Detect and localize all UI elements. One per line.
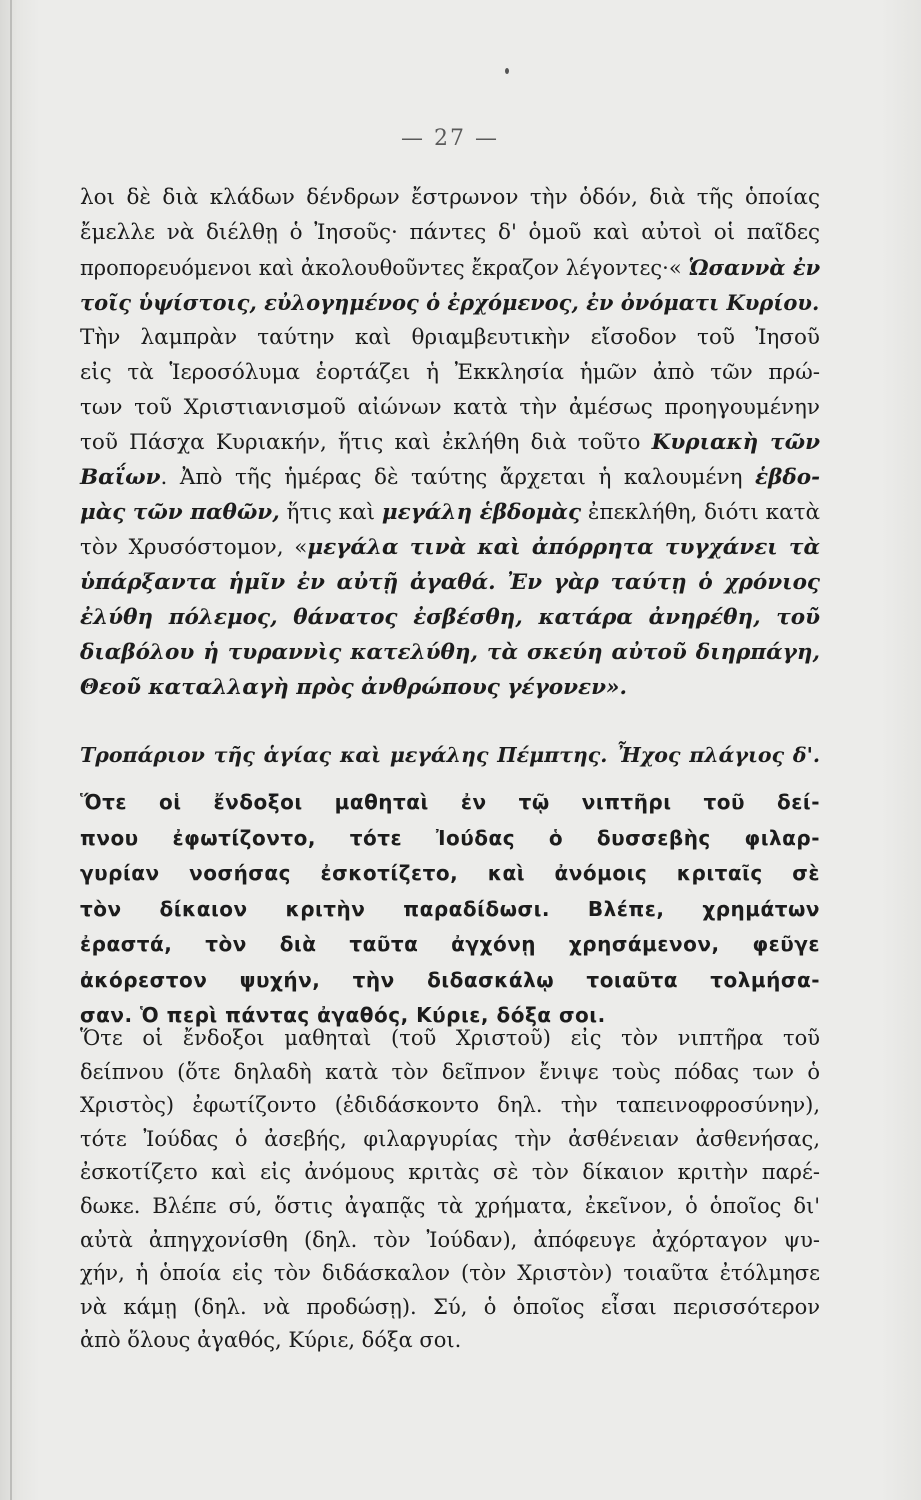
body-text: ἔμελλε νὰ διέλθῃ ὁ Ἰησοῦς· πάντες δ' ὁμοῦ καὶ αὐτοὶ οἱ παῖδες	[80, 220, 820, 245]
intro-line	[80, 670, 820, 705]
translation-line: Ὅτε οἱ ἔνδοξοι μαθηταὶ (τοῦ Χριστοῦ) εἰς τὸν νιπτῆρα τοῦ	[80, 1026, 820, 1050]
emphasized-text: τοῖς ὑψίστοις, εὐλογημένος ὁ ἐρχόμενος, ἐν ὀνόματι Κυρίου.	[80, 290, 820, 315]
translation-line: αὐτὰ ἀπηγχονίσθη (δηλ. τὸν Ἰούδαν), ἀπόφευγε ἀχόρταγον ψυ-	[80, 1227, 820, 1252]
troparion-line: τὸν δίκαιον κριτὴν παραδίδωσι. Βλέπε, χρημάτων	[80, 896, 820, 921]
emphasized-text: Ὡσαννὰ ἐν	[688, 255, 821, 280]
intro-line	[80, 285, 820, 320]
troparion-line: ἀκόρεστον ψυχήν, τὴν διδασκάλῳ τοιαῦτα τολμήσα-	[80, 967, 820, 992]
emphasized-text: μεγάλα τινὰ καὶ ἀπόρρητα τυγχάνει τὰ	[307, 535, 821, 560]
intro-line	[80, 460, 820, 495]
translation-line: δείπνου (ὅτε δηλαδὴ κατὰ τὸν δεῖπνον ἔνιψε τοὺς πόδας των ὁ	[80, 1059, 820, 1084]
emphasized-text: ὑπάρξαντα ἡμῖν ἐν αὐτῇ ἀγαθά. Ἐν γὰρ ταύτῃ ὁ χρόνιος	[80, 570, 820, 595]
intro-line	[80, 600, 820, 635]
troparion-hymn-text	[80, 785, 820, 1034]
emphasized-text: ἑβδο-	[755, 465, 820, 490]
troparion-line: ἐραστά, τὸν διὰ ταῦτα ἀγχόνῃ χρησάμενον, φεῦγε	[80, 932, 820, 956]
troparion-line: γυρίαν νοσήσας ἐσκοτίζετο, καὶ ἀνόμοις κριταῖς σὲ	[80, 861, 820, 885]
translation-line: ἀπὸ ὅλους ἀγαθός, Κύριε, δόξα σοι.	[80, 1328, 462, 1353]
body-text: τοῦ Πάσχα Κυριακήν, ἥτις καὶ ἐκλήθη διὰ τοῦτο	[80, 430, 652, 455]
emphasized-text: Θεοῦ καταλλαγὴ πρὸς ἀνθρώπους γέγονεν».	[80, 675, 627, 700]
translation-line: νὰ κάμῃ (δηλ. νὰ προδώσῃ). Σύ, ὁ ὁποῖος εἶσαι περισσότερον	[80, 1294, 820, 1319]
emphasized-text: Κυριακὴ τῶν	[651, 430, 820, 455]
translation-line: χήν, ἡ ὁποία εἰς τὸν διδάσκαλον (τὸν Χριστὸν) τοιαῦτα ἐτόλμησε	[80, 1261, 820, 1286]
intro-line	[80, 565, 820, 600]
intro-line	[80, 425, 820, 460]
troparion-line: Ὅτε οἱ ἔνδοξοι μαθηταὶ ἐν τῷ νιπτῆρι τοῦ δεί-	[80, 790, 820, 814]
body-text: λοι δὲ διὰ κλάδων δένδρων ἔστρωνον τὴν ὁδόν, διὰ τῆς ὁποίας	[80, 185, 820, 210]
body-text: τὸν Χρυσόστομον, «	[80, 535, 308, 560]
body-text: προπορευόμενοι καὶ ἀκολουθοῦντες ἔκραζον λέγοντες·«	[80, 256, 689, 280]
page-number: — 27 —	[401, 126, 499, 151]
intro-line	[80, 250, 820, 285]
troparion-line: σαν. Ὁ περὶ πάντας ἀγαθός, Κύριε, δόξα σοι.	[80, 1003, 606, 1027]
translation-line: τότε Ἰούδας ὁ ἀσεβής, φιλαργυρίας τὴν ἀσθένειαν ἀσθενήσας,	[80, 1126, 820, 1151]
body-text: . Ἀπὸ τῆς ἡμέρας δὲ ταύτης ἄρχεται ἡ καλουμένη	[160, 465, 756, 490]
translation-line: Χριστὸς) ἐφωτίζοντο (ἐδιδάσκοντο δηλ. τὴν ταπεινοφροσύνην),	[80, 1093, 820, 1118]
translation-paragraph	[80, 1022, 820, 1358]
body-text: ἥτις καὶ	[279, 500, 382, 525]
intro-line	[80, 390, 820, 425]
troparion-line: πνου ἐφωτίζοντο, τότε Ἰούδας ὁ δυσσεβὴς φιλαρ-	[80, 825, 820, 850]
translation-line: ἐσκοτίζετο καὶ εἰς ἀνόμους κριτὰς σὲ τὸν δίκαιον κριτὴν παρέ-	[80, 1160, 820, 1185]
intro-line	[80, 180, 820, 215]
emphasized-text: Βαΐων	[80, 465, 161, 490]
intro-line	[80, 635, 820, 670]
intro-line	[80, 320, 820, 355]
emphasized-text: ἐλύθη πόλεμος, θάνατος ἐσβέσθη, κατάρα ἀνηρέθη, τοῦ	[80, 605, 820, 630]
body-text: εἰς τὰ Ἱεροσόλυμα ἑορτάζει ἡ Ἐκκλησία ἡμῶν ἀπὸ τῶν πρώ-	[80, 360, 820, 385]
intro-line	[80, 495, 820, 530]
intro-line	[80, 215, 820, 250]
troparion-heading: Τροπάριον τῆς ἁγίας καὶ μεγάλης Πέμπτης. Ἦχος πλάγιος δ'.	[80, 743, 820, 767]
page-gutter-shadow	[10, 0, 12, 1500]
ink-speck	[505, 68, 509, 74]
intro-line	[80, 530, 820, 565]
intro-paragraph	[80, 180, 820, 705]
emphasized-text: διαβόλου ἡ τυραννὶς κατελύθη, τὰ σκεύη αὐτοῦ διηρπάγη,	[80, 640, 820, 665]
emphasized-text: μὰς τῶν παθῶν,	[80, 500, 280, 525]
intro-line	[80, 355, 820, 390]
emphasized-text: μεγάλη ἑβδομὰς	[381, 500, 582, 525]
body-text: ἐπεκλήθη, διότι κατὰ	[581, 500, 820, 525]
translation-line: δωκε. Βλέπε σύ, ὅστις ἀγαπᾷς τὰ χρήματα, ἐκεῖνον, ὁ ὁποῖος δι'	[80, 1193, 820, 1218]
body-text: Τὴν λαμπρὰν ταύτην καὶ θριαμβευτικὴν εἴσοδον τοῦ Ἰησοῦ	[80, 325, 820, 350]
body-text: των τοῦ Χριστιανισμοῦ αἰώνων κατὰ τὴν ἀμέσως προηγουμένην	[80, 395, 820, 420]
